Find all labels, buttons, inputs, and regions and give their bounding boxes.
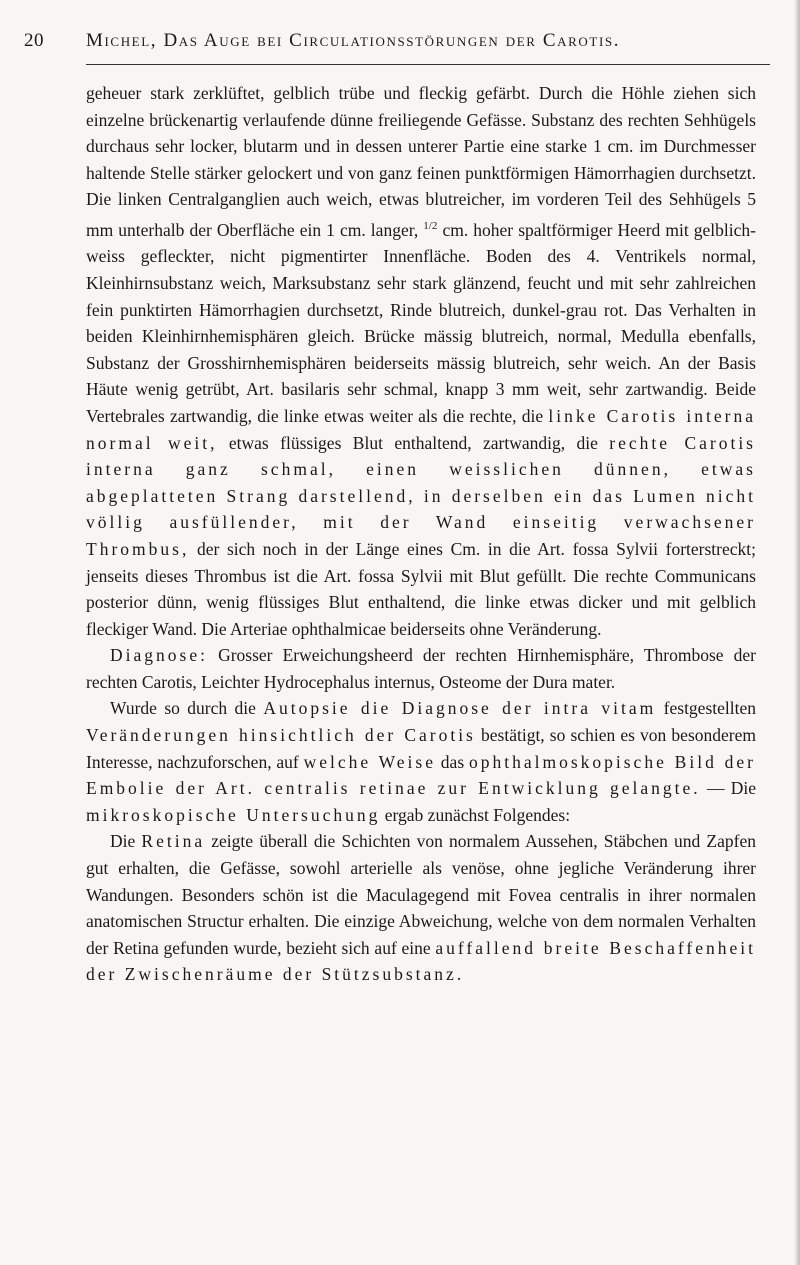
- text-run: der sich noch in der Länge eines Cm. in die Art. fossa Sylvii forterstreckt; jenseits dieses Thrombus ist die Art. fossa Sylvii mit Blut gefüllt. Die rechte Communicans posterior dünn, wenig flüssiges Blut enthaltend, die linke etwas dicker und mit gelblich fleckiger Wand. Die Arteriae ophthalmicae beiderseits ohne Veränderung.: [86, 538, 756, 639]
- text-run: Die: [110, 831, 142, 852]
- page-header: [24, 30, 769, 58]
- spaced-emphasis: linke Carotis interna normal weit,: [86, 405, 756, 453]
- fraction-half: 1/2: [423, 219, 438, 232]
- body-text: [86, 80, 756, 988]
- text-run: — Die: [700, 778, 756, 799]
- spaced-emphasis: ophthalmoskopische Bild der Embolie der Art. centralis retinae zur Entwicklung gelangte.: [86, 751, 756, 799]
- page-number: 20: [24, 30, 44, 51]
- header-rule: [86, 64, 770, 65]
- paragraph-diagnosis: [86, 642, 756, 695]
- spaced-emphasis: auffallend breite Beschaffenheit der Zwischenräume der Stützsubstanz.: [86, 937, 756, 985]
- text-run: bestätigt, so schien es von besonderem Interesse, nachzuforschen, auf: [86, 725, 756, 772]
- paragraph-investigation: [86, 695, 756, 828]
- text-run: cm. hoher spaltförmiger Heerd mit gelblich-weiss gefleckter, nicht pigmentirter Innenfläche. Boden des 4. Ventrikels normal, Kleinhirnsubstanz weich, Marksubstanz sehr stark glänzend, feucht und mit sehr zahlreichen fein punktirten Hämorrhagien durchsetzt, Rinde blutreich, dunkel-grau rot. Das Verhalten in beiden Kleinhirnhemisphären gleich. Brücke mässig blutreich, normal, Medulla ebenfalls, Substanz der Grosshirnhemisphären beiderseits mässig blutreich, sehr weich. An der Basis Häute wenig getrübt, Art. basilaris sehr schmal, knapp 3 mm weit, sehr zartwandig. Beide Vertebrales zartwandig, die linke etwas weiter als die rechte, die: [86, 219, 756, 426]
- running-title: Michel, Das Auge bei Circulationsstörungen der Carotis.: [86, 30, 621, 51]
- paragraph-autopsy-findings: [86, 80, 756, 642]
- spaced-emphasis: welche Weise: [303, 751, 436, 772]
- text-run: zeigte überall die Schichten von normalem Aussehen, Stäbchen und Zapfen gut erhalten, die Gefässe, sowohl arterielle als venöse, ohne jegliche Veränderung ihrer Wandungen. Besonders schön ist die Maculagegend mit Fovea centralis in ihrer normalen anatomischen Structur erhalten. Die einzige Abweichung, welche von dem normalen Verhalten der Retina gefunden wurde, bezieht sich auf eine: [86, 831, 756, 958]
- spaced-emphasis: Veränderungen hinsichtlich der Carotis: [86, 725, 476, 746]
- paragraph-retina: [86, 828, 756, 988]
- text-run: geheuer stark zerklüftet, gelblich trübe und fleckig gefärbt. Durch die Höhle ziehen sich einzelne brückenartig verlaufende dünne freiliegende Gefässe. Substanz des rechten Sehhügels durchaus sehr locker, blutarm und in dessen unterer Partie eine starke 1 cm. im Durchmesser haltende Stelle stärker gelockert und von ganz feinen punktförmigen Hämorrhagien durchsetzt. Die linken Centralganglien auch weich, etwas blutreicher, im vorderen Teil des Sehhügels 5 mm unterhalb der Oberfläche ein 1 cm. langer,: [86, 83, 756, 240]
- text-run: Wurde so durch die: [110, 698, 264, 719]
- spaced-emphasis: mikroskopische Untersuchung: [86, 804, 381, 825]
- text-run: ergab zunächst Folgendes:: [380, 804, 571, 825]
- spaced-emphasis: rechte Carotis interna ganz schmal, einen weisslichen dünnen, etwas abgeplatteten Strang darstellend, in derselben ein das Lumen nicht völlig ausfüllender, mit der Wand einseitig verwachsener Thrombus,: [86, 432, 756, 559]
- spaced-emphasis: Diagnose:: [110, 645, 208, 666]
- text-run: Grosser Erweichungsheerd der rechten Hirnhemisphäre, Thrombose der rechten Carotis, Leichter Hydrocephalus internus, Osteome der Dura mater.: [86, 645, 756, 692]
- text-run: etwas flüssiges Blut enthaltend, zartwandig, die: [217, 432, 610, 453]
- page-edge-shadow: [794, 0, 800, 1265]
- text-run: festgestellten: [656, 698, 756, 719]
- spaced-emphasis: Autopsie die Diagnose der intra vitam: [263, 698, 657, 719]
- text-run: das: [435, 751, 469, 772]
- spaced-emphasis: Retina: [141, 831, 206, 852]
